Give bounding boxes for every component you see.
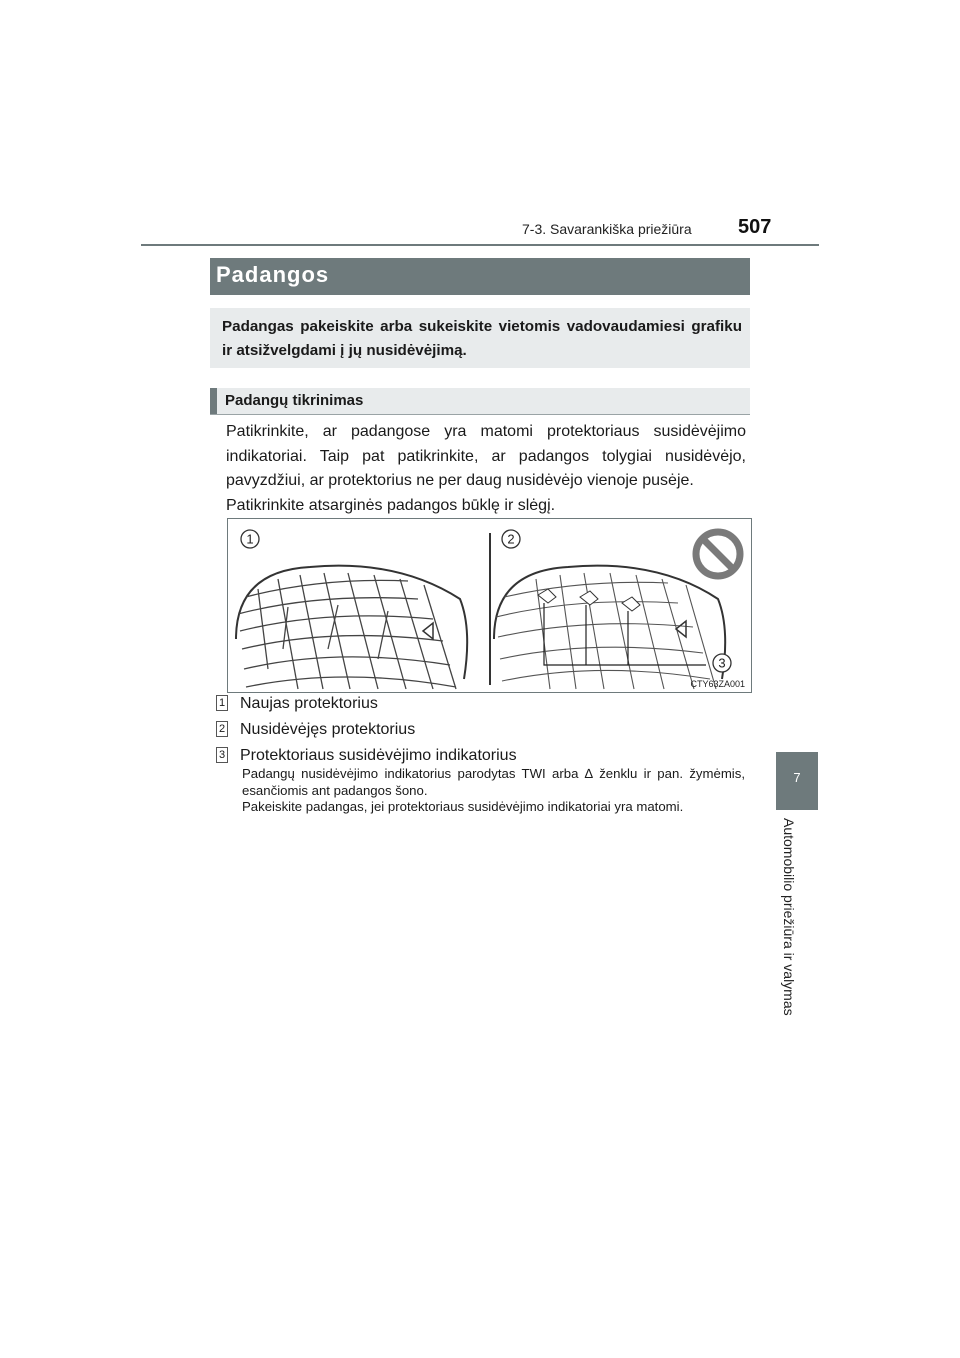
tire-figure bbox=[227, 518, 752, 693]
note-text bbox=[242, 766, 745, 816]
figure-code: CTY63ZA001 bbox=[690, 679, 745, 689]
tire-figure-svg bbox=[228, 519, 751, 692]
header-divider bbox=[141, 244, 819, 246]
new-tire-illustration bbox=[236, 530, 467, 689]
subheading-bar bbox=[210, 388, 750, 415]
intro-text: Padangas pakeiskite arba sukeiskite vietomis vadovaudamiesi grafiku ir atsižvelgdami į jų nusidėvėjimą. bbox=[222, 318, 742, 359]
legend-item-2 bbox=[216, 721, 415, 739]
legend-number-3: 3 bbox=[216, 747, 228, 763]
title-bar bbox=[210, 258, 750, 295]
body-text bbox=[226, 420, 746, 518]
page-number: 507 bbox=[738, 216, 772, 238]
callout-2: 2 bbox=[507, 531, 515, 547]
page-title: Padangos bbox=[216, 262, 330, 287]
legend-number-2: 2 bbox=[216, 721, 228, 737]
callout-1: 1 bbox=[246, 531, 254, 547]
subheading: Padangų tikrinimas bbox=[225, 392, 364, 409]
note-line1-suffix: ženklu ir pan. žymėmis, esančiomis ant padangos šono. bbox=[242, 766, 745, 798]
chapter-tab bbox=[776, 752, 818, 810]
chapter-title: Automobilio priežiūra ir valymas bbox=[781, 818, 797, 1016]
legend-label-1: Naujas protektorius bbox=[240, 695, 378, 712]
legend-item-1 bbox=[216, 695, 378, 713]
callout-3: 3 bbox=[718, 655, 726, 671]
intro-box bbox=[210, 308, 750, 368]
chapter-number: 7 bbox=[793, 770, 801, 785]
section-title: 7-3. Savarankiška priežiūra bbox=[522, 221, 692, 237]
subheading-accent bbox=[210, 388, 217, 414]
legend-label-2: Nusidėvėjęs protektorius bbox=[240, 721, 416, 738]
note-line1-prefix: Padangų nusidėvėjimo indikatorius parodytas TWI arba bbox=[242, 766, 579, 781]
prohibition-icon bbox=[696, 532, 740, 576]
note-paragraph-1 bbox=[242, 766, 745, 799]
body-paragraph-1: Patikrinkite, ar padangose yra matomi protektoriaus susidėvėjimo indikatoriai. Taip pat patikrinkite, ar padangos tolygiai nusidėvėjo, pavyzdžiui, ar protektorius ne per daug nusidėvėjo vienoje pusėje. bbox=[226, 423, 746, 489]
legend-label-3: Protektoriaus susidėvėjimo indikatorius bbox=[240, 747, 517, 764]
note-paragraph-2: Pakeiskite padangas, jei protektoriaus susidėvėjimo indikatoriai yra matomi. bbox=[242, 799, 684, 814]
delta-symbol: ∆ bbox=[584, 766, 593, 781]
body-paragraph-2: Patikrinkite atsarginės padangos būklę ir slėgį. bbox=[226, 496, 556, 514]
legend-item-3 bbox=[216, 747, 517, 765]
legend-number-1: 1 bbox=[216, 695, 228, 711]
